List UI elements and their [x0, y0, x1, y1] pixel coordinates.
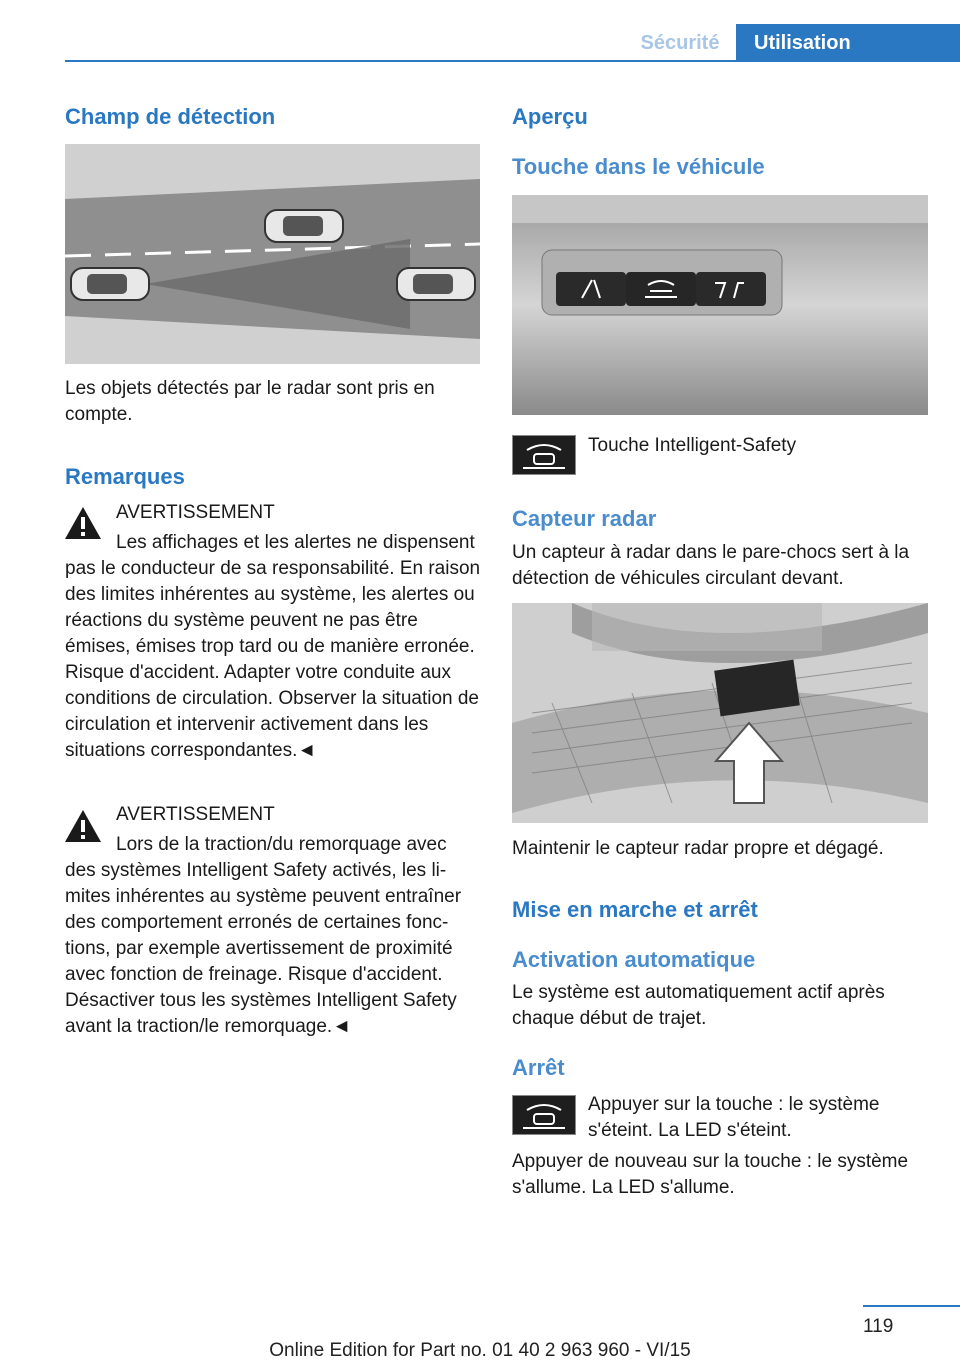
radar-sensor-illustration [512, 603, 928, 823]
page-number: 119 [863, 1316, 894, 1337]
detection-field-figure [65, 144, 480, 364]
header-rule [65, 60, 960, 62]
button-caption: Touche Intelligent-Safety [588, 435, 797, 456]
vehicle-console-illustration [512, 195, 928, 415]
warning-title-1: AVERTISSEMENT [116, 502, 275, 523]
subtitle-capteur-radar: Capteur radar [512, 506, 657, 531]
radar-caption: Maintenir le capteur radar propre et dégagé. [512, 838, 884, 859]
car-top [265, 210, 343, 242]
warning-title-2: AVERTISSEMENT [116, 804, 275, 825]
subtitle-activation-auto: Activation automatique [512, 947, 756, 972]
radar-text: Un capteur à radar dans le pare-chocs sert à la détection de véhicules circulant devant. [512, 542, 910, 589]
radar-sensor-photo [512, 603, 928, 823]
intelligent-safety-button-icon [512, 435, 576, 475]
auto-text: Le système est automatiquement actif après chaque début de trajet. [512, 982, 885, 1029]
tab-utilisation[interactable]: Utilisation [736, 24, 960, 62]
section-title-mise-en-marche: Mise en marche et arrêt [512, 897, 758, 922]
detection-field-illustration [65, 144, 480, 364]
figure-caption-detection: Les objets détectés par le radar sont pris en compte. [65, 378, 435, 425]
section-title-remarques: Remarques [65, 464, 185, 489]
stop-text: Appuyer sur la touche : le système s'éteint. La LED s'éteint. [588, 1094, 880, 1141]
intelligent-safety-button-icon [512, 1095, 576, 1135]
car-left [71, 268, 149, 300]
page-number-rule [863, 1305, 960, 1307]
vehicle-button-photo [512, 195, 928, 415]
warning-text-1: Les affichages et les alertes ne dispensent pas le conducteur de sa responsabilité. En raison des limites inhérentes au système, les alertes ou réactions du système peuvent ne pas être émises, émises trop tard ou de manière erronée. Risque d'accident. Adapter votre conduite aux conditions de circulation. Observer la situation de circulation et intervenir activement dans les situations correspondantes.◄ [65, 532, 481, 761]
warning-text-2: Lors de la traction/du remorquage avec des systèmes Intelligent Safety activés, les limites inhérentes au système peuvent entraîner des comportement erronés de certaines fonctions, par exemple avertissement de proximité avec fonction de freinage. Risque d'accident. Désactiver tous les systèmes Intelligent Safety avant la traction/le remorquage.◄ [65, 834, 462, 1037]
footer-edition: Online Edition for Part no. 01 40 2 963 960 - VI/15 [269, 1340, 691, 1361]
tab-securite[interactable]: Sécurité [640, 32, 720, 54]
section-title-champ: Champ de détection [65, 104, 276, 129]
subtitle-touche: Touche dans le véhicule [512, 154, 765, 179]
stop-text-2: Appuyer de nouveau sur la touche : le système s'allume. La LED s'allume. [512, 1151, 909, 1198]
section-title-apercu: Aperçu [512, 104, 588, 129]
subtitle-arret: Arrêt [512, 1055, 565, 1080]
car-right [397, 268, 475, 300]
